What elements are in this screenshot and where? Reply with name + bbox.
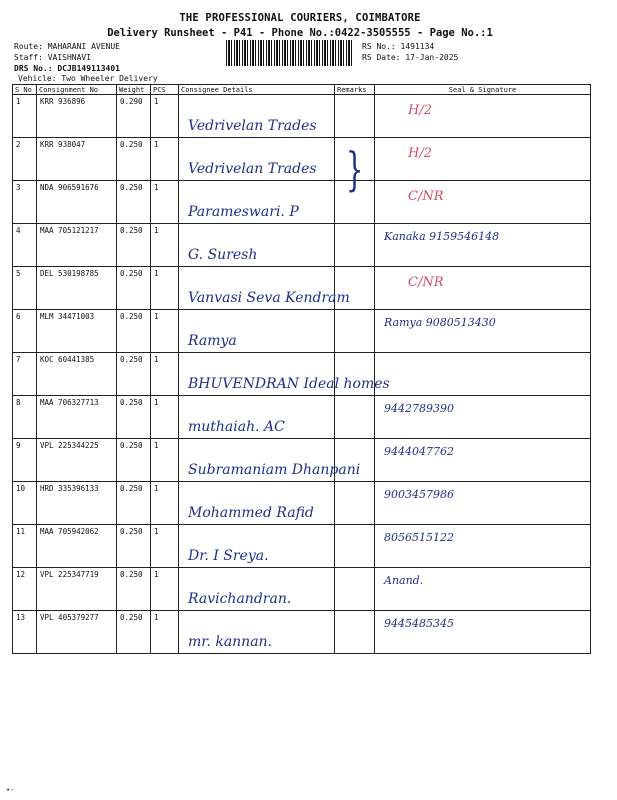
runsheet-subtitle: Delivery Runsheet - P41 - Phone No.:0422-3505555 - Page No.:1	[107, 27, 493, 39]
sno-cell: 7	[13, 353, 37, 396]
signature-text: Kanaka 9159546148	[384, 230, 500, 243]
consignee-name: mr. kannan.	[188, 634, 273, 650]
table-row	[13, 138, 591, 181]
weight-cell: 0.290	[117, 95, 151, 138]
column-header: S No	[13, 85, 37, 95]
table-header-row	[13, 85, 591, 95]
drs-number: DRS No.: DCJB149113401	[14, 64, 120, 73]
consignee-cell	[179, 267, 350, 310]
pcs-cell: 1	[151, 353, 179, 396]
barcode	[226, 40, 354, 66]
sno-cell: 6	[13, 310, 37, 353]
sno-cell: 2	[13, 138, 37, 181]
signature-cell	[375, 525, 591, 568]
rs-number: RS No.: 1491134	[362, 42, 435, 51]
pcs-cell: 1	[151, 224, 179, 267]
company-title: THE PROFESSIONAL COURIERS, COIMBATORE	[179, 12, 421, 24]
column-header: Remarks	[335, 85, 375, 95]
table-row	[13, 310, 591, 353]
signature-text: Ramya 9080513430	[384, 316, 496, 329]
remarks-cell	[335, 310, 375, 353]
table-row	[13, 525, 591, 568]
pcs-cell: 1	[151, 482, 179, 525]
consignee-cell	[179, 224, 335, 267]
signature-text: 9003457986	[384, 488, 454, 501]
signature-cell	[375, 396, 591, 439]
pcs-cell: 1	[151, 138, 179, 181]
pcs-cell: 1	[151, 267, 179, 310]
consignee-cell	[179, 611, 335, 654]
table-row	[13, 611, 591, 654]
signature-cell	[375, 224, 591, 267]
signature-text: 9444047762	[384, 445, 454, 458]
table-row	[13, 267, 591, 310]
consignee-name: Vedrivelan Trades	[188, 161, 317, 177]
signature-text: H/2	[408, 103, 432, 118]
consignment-cell: KRR 938047	[37, 138, 117, 181]
consignee-name: G. Suresh	[188, 247, 258, 263]
curly-brace-mark: }	[345, 142, 364, 196]
signature-cell	[375, 439, 591, 482]
remarks-cell	[335, 568, 375, 611]
pcs-cell: 1	[151, 95, 179, 138]
consignee-cell	[179, 568, 335, 611]
weight-cell: 0.250	[117, 310, 151, 353]
signature-cell	[375, 138, 591, 181]
pcs-cell: 1	[151, 611, 179, 654]
consignee-name: muthaiah. AC	[188, 419, 285, 435]
weight-cell: 0.250	[117, 353, 151, 396]
signature-cell	[375, 353, 591, 396]
remarks-cell	[335, 224, 375, 267]
consignment-cell: VPL 225344225	[37, 439, 117, 482]
sno-cell: 13	[13, 611, 37, 654]
pcs-cell: 1	[151, 310, 179, 353]
consignment-cell: HRD 335396133	[37, 482, 117, 525]
column-header: Seal & Signature	[375, 85, 591, 95]
table-row	[13, 353, 591, 396]
table-row	[13, 439, 591, 482]
rs-date: RS Date: 17-Jan-2025	[362, 53, 459, 62]
consignee-name: Vanvasi Seva Kendram	[188, 290, 350, 306]
pcs-cell: 1	[151, 568, 179, 611]
table-row	[13, 95, 591, 138]
remarks-cell	[335, 611, 375, 654]
weight-cell: 0.250	[117, 525, 151, 568]
consignee-name: BHUVENDRAN Ideal homes	[188, 376, 390, 392]
remarks-cell	[335, 396, 375, 439]
pcs-cell: 1	[151, 439, 179, 482]
consignee-cell	[179, 95, 335, 138]
sno-cell: 12	[13, 568, 37, 611]
route-label: Route: MAHARANI AVENUE	[14, 42, 120, 51]
sno-cell: 9	[13, 439, 37, 482]
consignee-name: Parameswari. P	[188, 204, 299, 220]
signature-text: H/2	[408, 146, 432, 161]
consignment-cell: NDA 906591676	[37, 181, 117, 224]
weight-cell: 0.250	[117, 181, 151, 224]
weight-cell: 0.250	[117, 611, 151, 654]
signature-cell	[375, 267, 591, 310]
signature-cell	[375, 568, 591, 611]
signature-cell	[375, 310, 591, 353]
weight-cell: 0.250	[117, 138, 151, 181]
signature-cell	[375, 181, 591, 224]
weight-cell: 0.250	[117, 482, 151, 525]
remarks-cell	[335, 525, 375, 568]
table-row	[13, 568, 591, 611]
table-row	[13, 181, 591, 224]
signature-cell	[375, 482, 591, 525]
sno-cell: 3	[13, 181, 37, 224]
signature-text: 9442789390	[384, 402, 454, 415]
stray-mark: •-	[6, 786, 15, 794]
weight-cell: 0.250	[117, 224, 151, 267]
signature-text: 8056515122	[384, 531, 454, 544]
consignee-name: Subramaniam Dhanpani	[188, 462, 361, 478]
consignee-cell	[179, 353, 390, 396]
pcs-cell: 1	[151, 181, 179, 224]
table-row	[13, 396, 591, 439]
signature-text: 9445485345	[384, 617, 454, 630]
signature-cell	[375, 611, 591, 654]
consignment-cell: VPL 405379277	[37, 611, 117, 654]
consignment-cell: MAA 705942062	[37, 525, 117, 568]
consignee-cell	[179, 525, 335, 568]
signature-text: Anand.	[384, 574, 424, 587]
consignment-cell: DEL 530198785	[37, 267, 117, 310]
signature-text: C/NR	[408, 189, 444, 204]
consignee-cell	[179, 310, 335, 353]
signature-cell	[375, 95, 591, 138]
sno-cell: 10	[13, 482, 37, 525]
weight-cell: 0.250	[117, 267, 151, 310]
staff-label: Staff: VAISHNAVI	[14, 53, 92, 62]
consignee-name: Ramya	[188, 333, 237, 349]
pcs-cell: 1	[151, 396, 179, 439]
consignee-cell	[179, 482, 335, 525]
sno-cell: 5	[13, 267, 37, 310]
weight-cell: 0.250	[117, 568, 151, 611]
consignee-cell	[179, 439, 361, 482]
sno-cell: 1	[13, 95, 37, 138]
sno-cell: 4	[13, 224, 37, 267]
runsheet-table	[12, 84, 591, 654]
column-header: PCS	[151, 85, 179, 95]
column-header: Weight	[117, 85, 151, 95]
remarks-cell	[335, 482, 375, 525]
consignment-cell: KRR 936896	[37, 95, 117, 138]
column-header: Consignment No	[37, 85, 117, 95]
consignment-cell: MLM 34471003	[37, 310, 117, 353]
consignment-cell: VPL 225347719	[37, 568, 117, 611]
column-header: Consignee Details	[179, 85, 335, 95]
consignee-name: Dr. I Sreya.	[188, 548, 269, 564]
table-row	[13, 482, 591, 525]
consignee-cell	[179, 138, 335, 181]
consignment-cell: KOC 60441385	[37, 353, 117, 396]
table-row	[13, 224, 591, 267]
consignment-cell: MAA 706327713	[37, 396, 117, 439]
weight-cell: 0.250	[117, 439, 151, 482]
consignee-name: Vedrivelan Trades	[188, 118, 317, 134]
remarks-cell	[335, 95, 375, 138]
pcs-cell: 1	[151, 525, 179, 568]
signature-text: C/NR	[408, 275, 444, 290]
consignee-name: Ravichandran.	[188, 591, 292, 607]
consignee-name: Mohammed Rafid	[188, 505, 314, 521]
vehicle-label: Vehicle: Two Wheeler Delivery	[18, 74, 158, 83]
consignment-cell: MAA 705121217	[37, 224, 117, 267]
consignee-cell	[179, 181, 335, 224]
weight-cell: 0.250	[117, 396, 151, 439]
sno-cell: 8	[13, 396, 37, 439]
sno-cell: 11	[13, 525, 37, 568]
consignee-cell	[179, 396, 335, 439]
